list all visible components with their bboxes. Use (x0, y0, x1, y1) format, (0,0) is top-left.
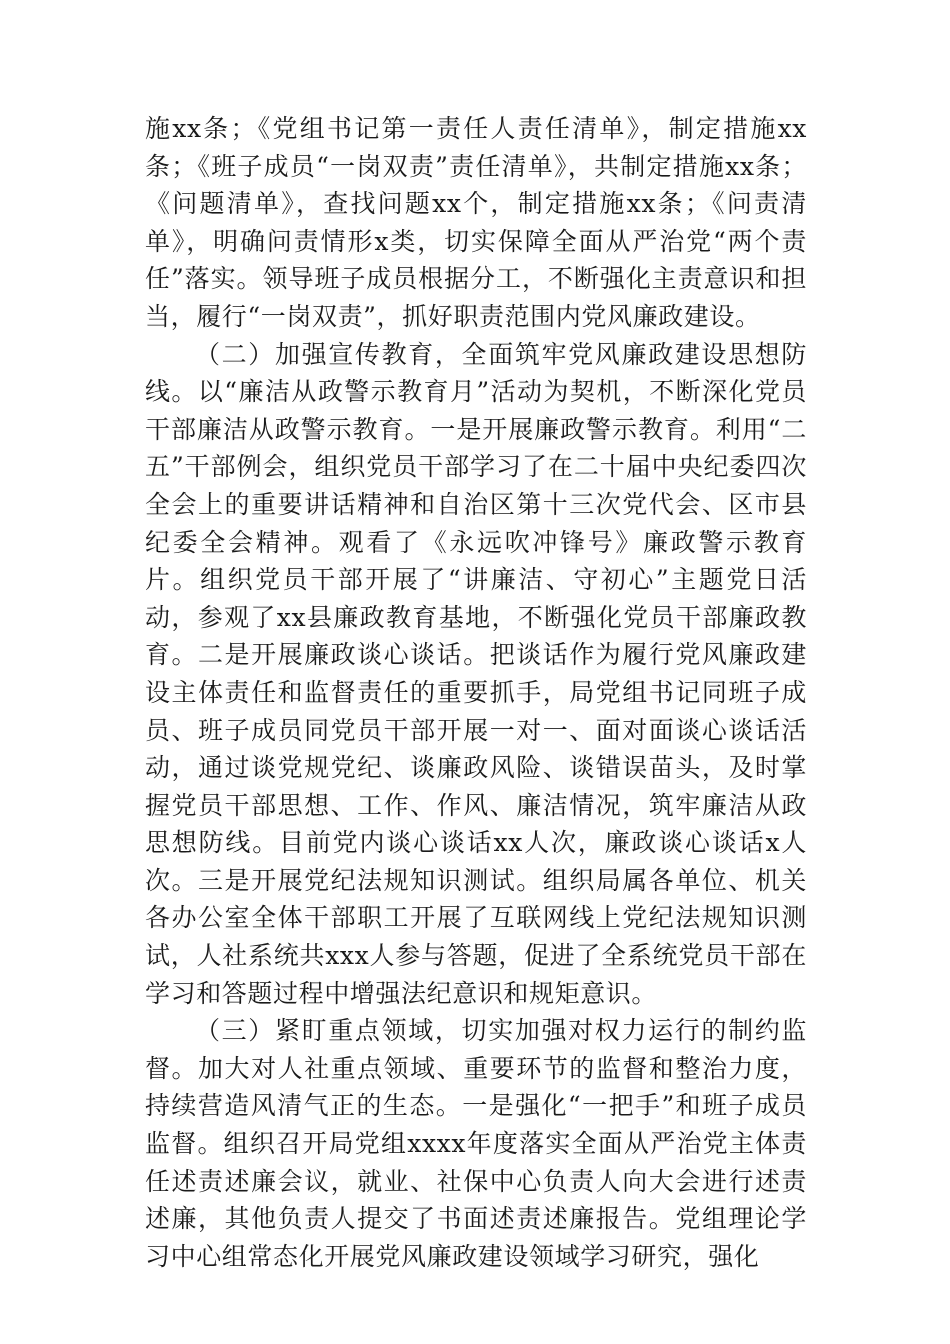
paragraph-section-2-education: （二）加强宣传教育，全面筑牢党风廉政建设思想防线。以“廉洁从政警示教育月”活动为契机，不断深化党员干部廉洁从政警示教育。一是开展廉政警示教育。利用“二五”干部例会，组织党员干部学习了在二十届中央纪委四次全会上的重要讲话精神和自治区第十三次党代会、区市县纪委全会精神。观看了《永远吹冲锋号》廉政警示教育片。组织党员干部开展了“讲廉洁、守初心”主题党日活动，参观了xx县廉政教育基地，不断强化党员干部廉政教育。二是开展廉政谈心谈话。把谈话作为履行党风廉政建设主体责任和监督责任的重要抓手，局党组书记同班子成员、班子成员同党员干部开展一对一、面对面谈心谈话活动，通过谈党规党纪、谈廉政风险、谈错误苗头，及时掌握党员干部思想、工作、作风、廉洁情况，筑牢廉洁从政思想防线。目前党内谈心谈话xx人次，廉政谈心谈话x人次。三是开展党纪法规知识测试。组织局属各单位、机关各办公室全体干部职工开展了互联网线上党纪法规知识测试，人社系统共xxx人参与答题，促进了全系统党员干部在学习和答题过程中增强法纪意识和规矩意识。 (145, 339, 807, 1008)
paragraph-continued-responsibility-lists: 施xx条；《党组书记第一责任人责任清单》，制定措施xx条；《班子成员“一岗双责”责任清单》，共制定措施xx条；《问题清单》，查找问题xx个，制定措施xx条；《问责清单》，明确问责情形x类，切实保障全面从严治党“两个责任”落实。领导班子成员根据分工，不断强化主责意识和担当，履行“一岗双责”，抓好职责范围内党风廉政建设。 (145, 114, 807, 331)
document-body (145, 110, 807, 1275)
paragraph-section-3-supervision: （三）紧盯重点领域，切实加强对权力运行的制约监督。加大对人社重点领域、重要环节的监督和整治力度，持续营造风清气正的生态。一是强化“一把手”和班子成员监督。组织召开局党组xxxx年度落实全面从严治党主体责任述责述廉会议，就业、社保中心负责人向大会进行述责述廉，其他负责人提交了书面述责述廉报告。党组理论学习中心组常态化开展党风廉政建设领域学习研究，强化 (145, 1016, 807, 1271)
